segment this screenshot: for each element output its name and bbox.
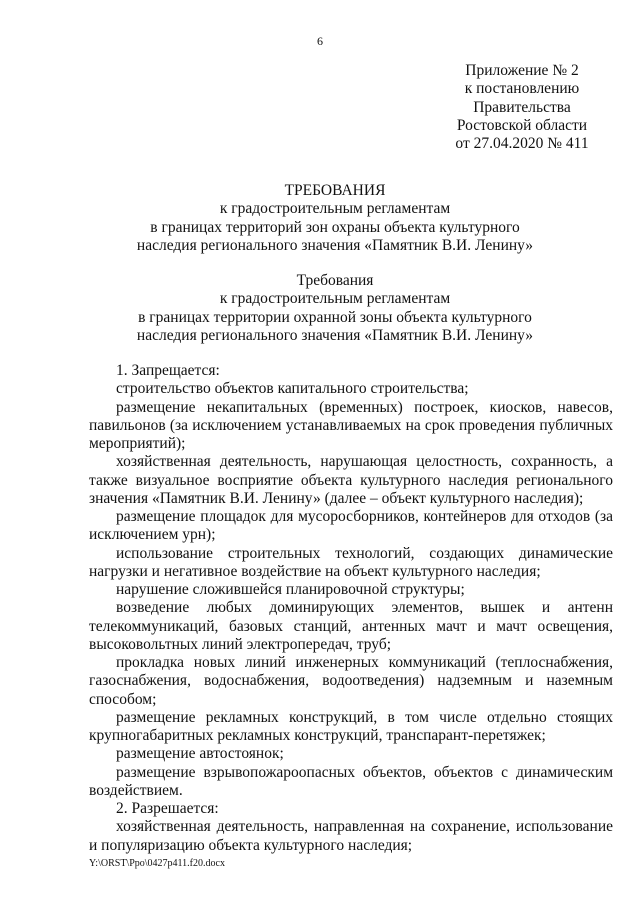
paragraph: размещение взрывопожароопасных объектов, объектов с динамическим воздействием.	[89, 763, 613, 799]
section-title-line: наследия регионального значения «Памятник В.И. Ленину»	[136, 326, 534, 344]
body-text	[89, 362, 613, 855]
paragraph: размещение рекламных конструкций, в том числе отдельно стоящих крупногабаритных рекламных конструкций, транспарант-перетяжек;	[89, 708, 613, 744]
paragraph: хозяйственная деятельность, направленная на сохранение, использование и популяризацию объекта культурного наследия;	[89, 818, 613, 854]
title-heading: ТРЕБОВАНИЯ	[284, 182, 386, 199]
appendix-line: Ростовской области	[456, 116, 588, 134]
appendix-line: к постановлению	[464, 80, 580, 98]
paragraph: нарушение сложившейся планировочной структуры;	[116, 581, 465, 598]
paragraph: использование строительных технологий, создающих динамические нагрузки и негативное воздействие на объект культурного наследия;	[89, 544, 613, 580]
clause-heading-prohibited: 1. Запрещается:	[116, 362, 220, 379]
paragraph: размещение некапитальных (временных) построек, киосков, навесов, павильонов (за исключением устанавливаемых на срок проведения публичных мероприятий);	[89, 398, 613, 452]
appendix-header	[442, 62, 602, 153]
document-title	[100, 182, 570, 255]
paragraph: строительство объектов капитального строительства;	[116, 380, 469, 398]
appendix-line: от 27.04.2020 № 411	[455, 135, 589, 153]
section-title	[100, 272, 570, 345]
paragraph: хозяйственная деятельность, нарушающая целостность, сохранность, а также визуальное восприятие объекта культурного наследия регионального значения «Памятник В.И. Ленину» (далее – объект культурного наследия);	[89, 453, 613, 507]
paragraph: возведение любых доминирующих элементов, вышек и антенн телекоммуникаций, базовых станций, антенных мачт и мачт освещения, высоковольтных линий электропередач, труб;	[89, 599, 613, 653]
paragraph: прокладка новых линий инженерных коммуникаций (теплоснабжения, газоснабжения, водоснабжения, водоотведения) надземным и наземным способом;	[89, 654, 613, 708]
clause-heading-permitted: 2. Разрешается:	[116, 800, 219, 817]
section-title-line: к градостроительным регламентам	[219, 290, 451, 308]
paragraph: размещение автостоянок;	[116, 745, 284, 763]
title-line: к градостроительным регламентам	[219, 200, 451, 218]
title-line: в границах территорий зон охраны объекта культурного	[150, 218, 520, 236]
title-line: наследия регионального значения «Памятник В.И. Ленину»	[136, 236, 534, 254]
section-title-line: в границах территории охранной зоны объекта культурного	[138, 308, 532, 326]
page-number: 6	[317, 34, 323, 48]
section-heading: Требования	[296, 272, 374, 289]
appendix-line: Приложение № 2	[465, 62, 579, 79]
appendix-line: Правительства	[473, 98, 571, 116]
file-path-footer: Y:\ORST\Ppo\0427p411.f20.docx	[89, 858, 225, 869]
paragraph: размещение площадок для мусоросборников, контейнеров для отходов (за исключением урн);	[89, 508, 613, 544]
